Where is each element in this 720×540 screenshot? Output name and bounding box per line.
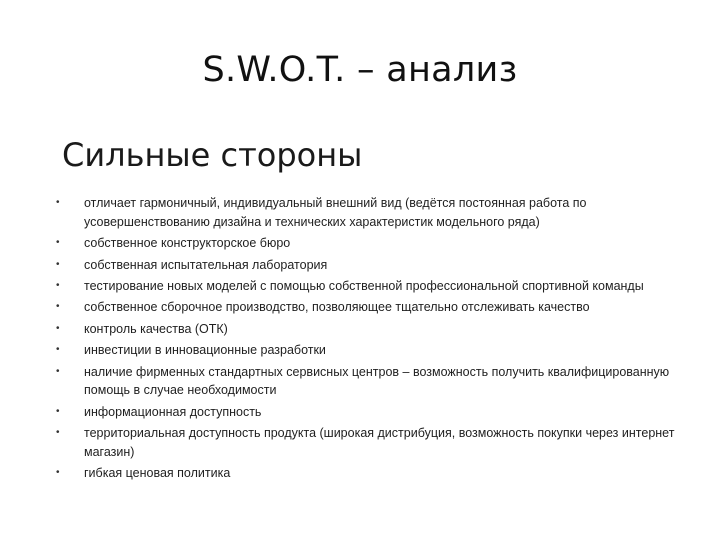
bullet-icon: • (56, 344, 60, 356)
list-item-text: отличает гармоничный, индивидуальный внешний вид (ведётся постоянная работа по усовершенствованию дизайна и технических характеристик модельного ряда) (84, 196, 587, 229)
bullet-icon: • (56, 467, 60, 479)
list-item (52, 298, 692, 317)
bullet-icon: • (56, 427, 60, 439)
bullet-icon: • (56, 405, 60, 417)
list-item (52, 194, 692, 232)
list-item-text: собственное сборочное производство, позволяющее тщательно отслеживать качество (84, 300, 590, 315)
bullet-icon: • (56, 322, 60, 334)
list-item-text: контроль качества (ОТК) (84, 321, 228, 336)
bullet-icon: • (56, 279, 60, 291)
bullet-icon: • (56, 237, 60, 249)
bullet-icon: • (56, 301, 60, 313)
section-heading: Сильные стороны (62, 136, 363, 174)
slide-title: S.W.O.T. – анализ (202, 50, 518, 90)
list-item-text: инвестиции в инновационные разработки (84, 343, 326, 358)
list-item (52, 464, 692, 483)
list-item (52, 234, 692, 253)
bullet-icon: • (56, 258, 60, 270)
list-item (52, 277, 692, 296)
list-item (52, 363, 692, 401)
bullet-list (52, 194, 692, 486)
list-item-text: наличие фирменных стандартных сервисных центров – возможность получить квалифицированную помощь в случае необходимости (84, 364, 670, 398)
list-item (52, 403, 692, 422)
list-item-text: территориальная доступность продукта (широкая дистрибуция, возможность покупки через интернет магазин) (84, 426, 675, 459)
list-item-text: информационная доступность (84, 404, 262, 419)
list-item (52, 256, 692, 275)
list-item (52, 320, 692, 339)
list-item-text: тестирование новых моделей с помощью собственной профессиональной спортивной команды (84, 278, 644, 293)
list-item-text: собственное конструкторское бюро (84, 236, 291, 251)
list-item-text: собственная испытательная лаборатория (84, 257, 328, 272)
bullet-icon: • (56, 197, 60, 208)
list-item (52, 424, 692, 462)
list-item (52, 341, 692, 360)
list-item-text: гибкая ценовая политика (84, 466, 231, 481)
bullet-icon: • (56, 365, 60, 377)
